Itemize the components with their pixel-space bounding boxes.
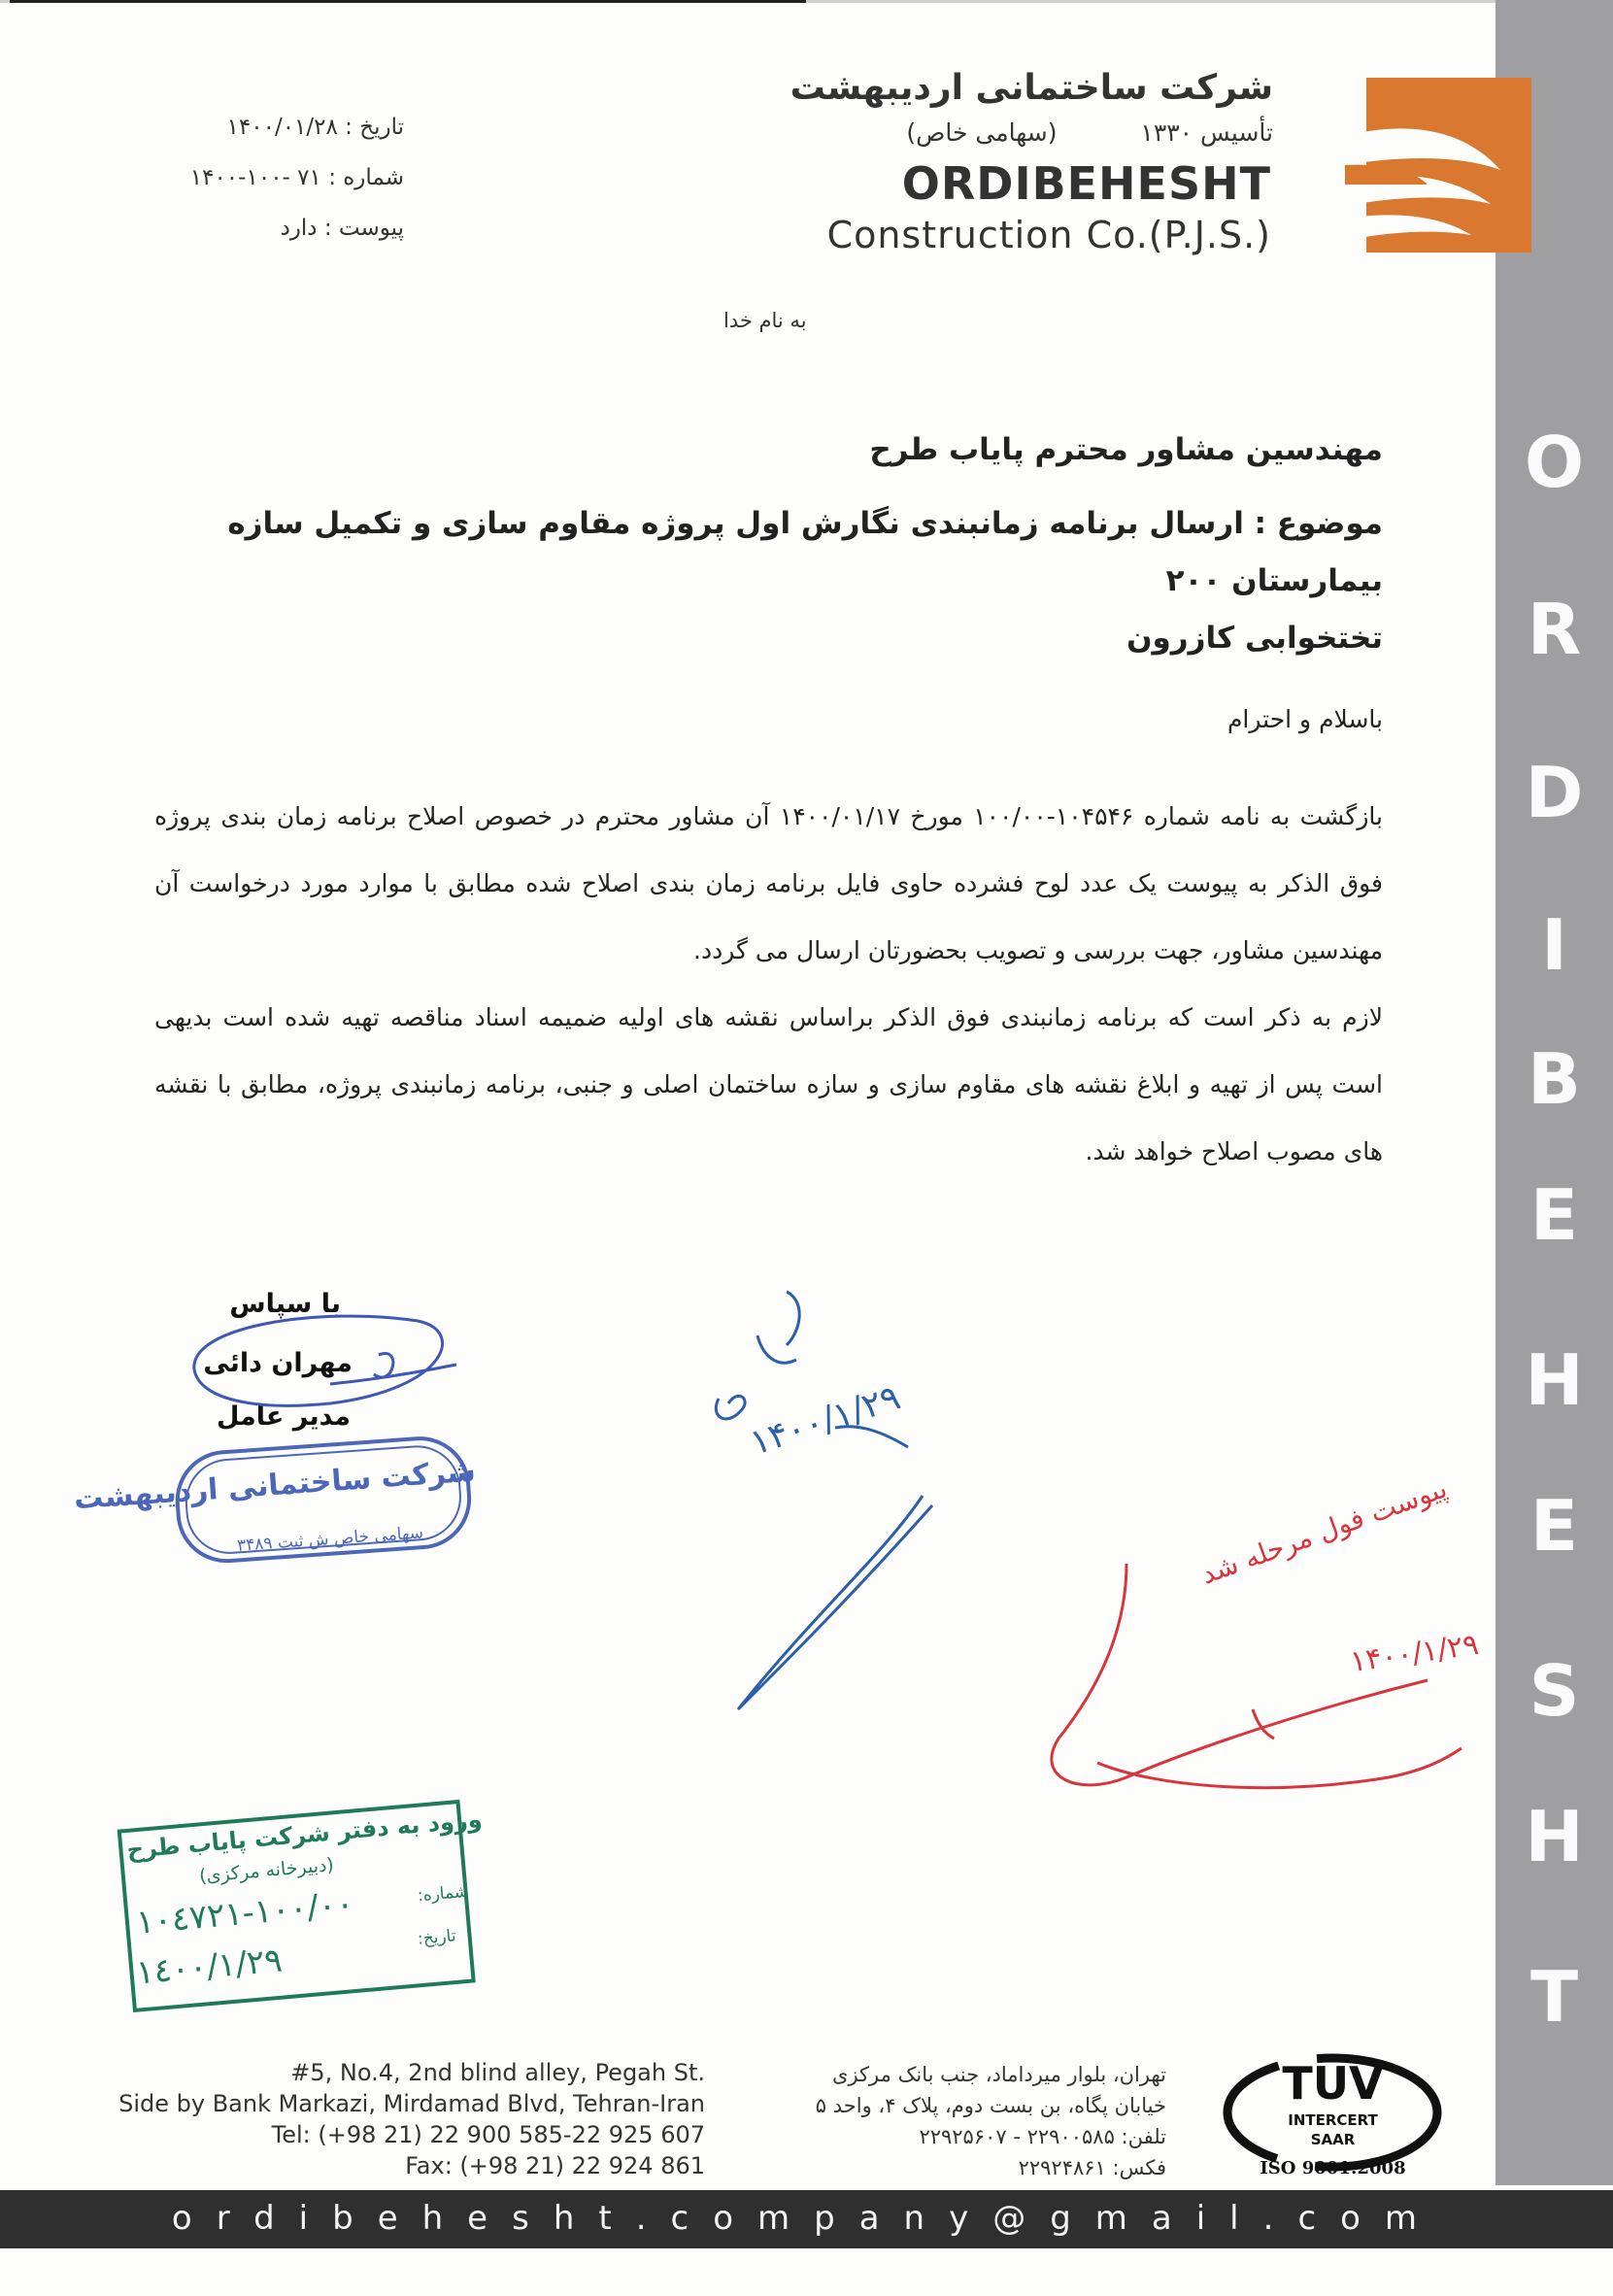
letter-date: تاریخ : ۱۴۰۰/۰۱/۲۸ — [226, 115, 404, 140]
company-stamp-reg: سهامی خاص ش ثبت ۳۴۸۹ — [236, 1523, 424, 1556]
receipt-number-label: شماره: — [417, 1881, 469, 1907]
company-logo-icon — [1345, 78, 1539, 253]
company-name-en: ORDIBEHESHT — [901, 157, 1271, 210]
receipt-stamp-subtitle: (دبیرخانه مرکزی) — [198, 1853, 335, 1888]
basmala: به نام خدا — [723, 309, 807, 332]
receipt-date-label: تاریخ: — [417, 1926, 457, 1949]
letter-attachment: پیوست : دارد — [280, 216, 404, 241]
subject-line-2: تختخوابی کازرون — [1126, 621, 1383, 656]
company-name-fa: شرکت ساختمانی اردیبهشت — [790, 68, 1273, 108]
top-rule-dark — [10, 0, 806, 3]
footer-tel-fa: تلفن: ۲۲۹۰۰۵۸۵ - ۲۲۹۲۵۶۰۷ — [919, 2125, 1166, 2148]
subject-line-1: موضوع : ارسال برنامه زمانبندی نگارش اول پروژه مقاوم سازی و تکمیل سازه بیمارستان ۲۰۰ — [227, 506, 1383, 598]
footer-address-fa-2: خیابان پگاه، بن بست دوم، پلاک ۴، واحد ۵ — [815, 2094, 1166, 2117]
red-handwritten-note: پیوست فول مرحله شد — [1196, 1471, 1452, 1591]
receipt-number-value: ١٠٠/٠٠-١٠٤٧٢١ — [134, 1884, 355, 1942]
subject — [227, 495, 1383, 667]
red-handwritten-date: ۱۴۰۰/۱/۲۹ — [1348, 1627, 1481, 1680]
company-stamp-name: شرکت ساختمانی اردیبهشت — [72, 1454, 477, 1517]
footer-fax-en: Fax: (+98 21) 22 924 861 — [405, 2152, 705, 2179]
side-letter-6: E — [1529, 1174, 1579, 1256]
tuv-saar: SAAR — [1310, 2131, 1356, 2148]
blue-handwritten-date: ۱۴۰۰/۱/۲۹ — [745, 1377, 906, 1464]
receipt-stamp-title: ورود به دفتر شرکت پایاب طرح — [125, 1806, 484, 1864]
side-letter-1: O — [1524, 422, 1585, 503]
side-letter-4: I — [1541, 904, 1567, 986]
signature-title: مدیر عامل — [216, 1401, 351, 1432]
paragraph-1: بازگشت به نامه شماره ۱۰۴۵۴۶-۱۰۰/۰۰ مورخ ۱۴۰۰/۰۱/۱۷ آن مشاور محترم در خصوص اصلاح برنامه زمان بندی پروژه فوق الذکر به پیوست یک عدد لوح فشرده حاوی فایل برنامه زمان بندی اصلاح شده مطابق با موارد مورد درخواست آن مهندسین مشاور، جهت بررسی و تصویب بحضورتان ارسال می گردد. — [154, 802, 1383, 964]
addressee: مهندسین مشاور محترم پایاب طرح — [869, 432, 1383, 467]
footer-fax-fa: فکس: ۲۲۹۲۴۸۶۱ — [1018, 2156, 1166, 2179]
side-letter-8: E — [1529, 1485, 1579, 1567]
footer-email: ordibehesht.company@gmail.com — [171, 2199, 1442, 2238]
company-type-en: Construction Co.(P.J.S.) — [826, 214, 1271, 256]
side-letter-7: H — [1525, 1339, 1584, 1421]
greeting: باسلام و احترام — [1227, 705, 1383, 733]
tuv-brand: TÜV — [1282, 2057, 1384, 2110]
side-letter-5: B — [1528, 1038, 1581, 1120]
footer-address-fa-1: تهران، بلوار میرداماد، جنب بانک مرکزی — [832, 2063, 1166, 2086]
footer-tel-en: Tel: (+98 21) 22 900 585-22 925 607 — [271, 2121, 705, 2148]
footer-address-en-2: Side by Bank Markazi, Mirdamad Blvd, Tehran-Iran — [118, 2090, 705, 2117]
paragraph-2: لازم به ذکر است که برنامه زمانبندی فوق الذکر براساس نقشه های اولیه ضمیمه اسناد مناقصه تهیه شده است بدیهی است پس از تهیه و ابلاغ نقشه های مقاوم سازی و سازه ساختمان اصلی و جنبی، برنامه زمانبندی پروژه، مطابق با نقشه های مصوب اصلاح خواهد شد. — [154, 1003, 1383, 1165]
side-letter-10: H — [1525, 1796, 1584, 1877]
side-letter-2: R — [1527, 589, 1582, 670]
side-letter-11: T — [1529, 1956, 1579, 2038]
signature-name: مهران دائی — [203, 1348, 353, 1378]
side-letter-3: D — [1525, 752, 1584, 833]
established-fa: تأسیس ۱۳۳۰ — [1140, 118, 1273, 147]
side-letter-9: S — [1529, 1650, 1580, 1732]
blue-handwriting-icon — [641, 1263, 971, 1748]
letter-number: شماره : ۷۱ -۱۰۰-۱۴۰۰ — [189, 165, 404, 190]
receipt-date-value: ١٤٠٠/١/٢٩ — [134, 1941, 285, 1993]
red-handwriting-icon — [1020, 1544, 1505, 1836]
company-type-fa: (سهامی خاص) — [906, 118, 1058, 147]
tuv-intercert: INTERCERT — [1288, 2111, 1378, 2129]
company-subtitle-fa — [906, 118, 1273, 147]
signature-closing: با سپاس — [229, 1289, 341, 1319]
letter-body — [154, 783, 1383, 1185]
signature-scribble-icon — [175, 1297, 466, 1423]
footer-address-en-1: #5, No.4, 2nd blind alley, Pegah St. — [290, 2059, 705, 2086]
tuv-iso: ISO 9001:2008 — [1260, 2158, 1406, 2178]
